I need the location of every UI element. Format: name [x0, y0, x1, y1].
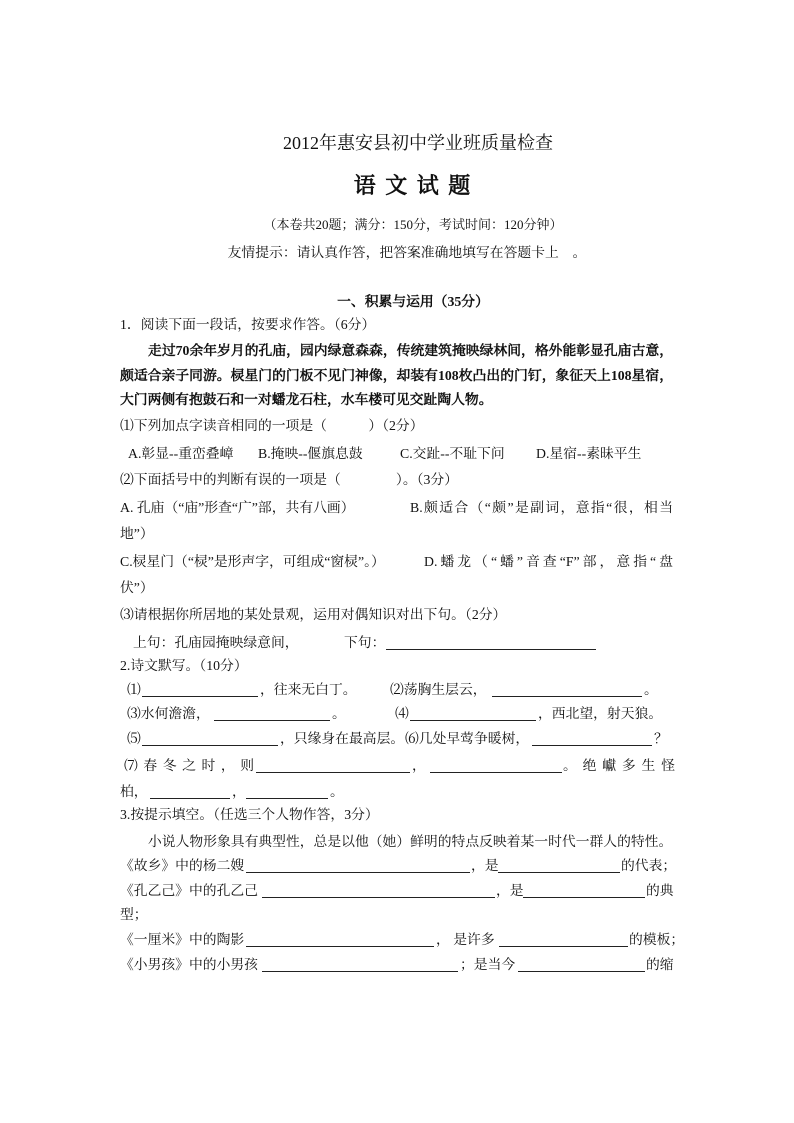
poem-item-5-number: ⑸	[127, 731, 141, 746]
answer-blank	[498, 856, 620, 873]
poem-item-1-text: ，往来无白丁。	[260, 682, 357, 697]
q1-part-1-option-b: B.掩映--偃旗息鼓	[258, 446, 363, 461]
section-heading: 一、积累与运用（35分）	[337, 294, 489, 309]
poem-item-2-end: 。	[644, 682, 658, 697]
q1-part-1-option-d: D.星宿--素昧平生	[536, 446, 642, 461]
poem-item-6-end: ？	[654, 731, 668, 746]
q1-part-1-option-a: A.彰显--重峦叠嶂	[128, 446, 234, 461]
couplet-lower-label: 下句：	[344, 635, 386, 650]
poem-item-1-number: ⑴	[127, 682, 141, 697]
answer-blank	[386, 633, 596, 650]
subject-title: 语 文 试 题	[353, 173, 473, 198]
answer-blank	[150, 782, 230, 799]
poem-item-7-line2-end: 。	[330, 784, 344, 799]
answer-blank	[492, 680, 642, 697]
answer-blank	[246, 856, 470, 873]
q1-part-1-stem: ⑴下列加点字读音相同的一项是（ ）（2分）	[120, 418, 424, 433]
question-1-stem: 1．阅读下面一段话，按要求作答。（6分）	[120, 317, 376, 332]
answer-blank	[142, 680, 258, 697]
question-3-stem: 3.按提示填空。（任选三个人物作答，3分）	[120, 807, 379, 822]
q1-part-3-stem: ⑶请根据你所居地的某处景观，运用对偶知识对出下句。（2分）	[120, 607, 507, 622]
poem-item-7-line2-comma: ，	[232, 784, 246, 799]
poem-item-7-comma: ，	[412, 758, 426, 773]
question-2-stem: 2.诗文默写。（10分）	[120, 658, 248, 673]
character-row-mid: ， 是许多	[436, 932, 495, 947]
question-3-intro: 小说人物形象具有典型性，总是以他（她）鲜明的特点反映着某一时代一群人的特性。	[148, 834, 673, 849]
answer-blank	[499, 930, 628, 947]
passage-line: 走过70余年岁月的孔庙，园内绿意森森，传统建筑掩映绿林间，格外能彰显孔庙古意，	[148, 343, 673, 358]
character-row-label: 《故乡》中的杨二嫂	[120, 858, 245, 873]
character-row-end: 的模板；	[629, 932, 685, 947]
q1-part-2-option-a: A. 孔庙（“庙”形查“广”部，共有八画）	[120, 500, 355, 515]
poem-item-5-text: ，只缘身在最高层。	[280, 731, 405, 746]
answer-blank	[246, 930, 434, 947]
answer-blank	[523, 881, 645, 898]
poem-item-3-text: ⑶水何澹澹，	[127, 706, 210, 721]
character-row-mid: ，是	[471, 858, 499, 873]
friendly-tip: 友情提示：请认真作答，把答案准确地填写在答题卡上 。	[227, 245, 587, 260]
answer-blank	[214, 704, 330, 721]
q1-part-2-option-b-continued: 地”）	[120, 526, 154, 541]
character-row-label: 《一厘米》中的陶影	[120, 932, 245, 947]
answer-blank	[256, 756, 410, 773]
character-row-end: 的典	[646, 883, 674, 898]
poem-item-4-number: ⑷	[395, 706, 409, 721]
answer-blank	[430, 756, 562, 773]
answer-blank	[532, 729, 652, 746]
poem-item-2-text: ⑵荡胸生层云，	[390, 682, 487, 697]
q1-part-2-option-b: B.颇适合（“颇”是副词，意指“很，相当	[410, 500, 673, 515]
poem-item-7-line2-start: 柏，	[120, 784, 148, 799]
character-row-mid: ，是	[496, 883, 524, 898]
poem-item-4-text: ，西北望，射天狼。	[538, 706, 663, 721]
q1-part-2-option-c: C.棂星门（“棂”是形声字，可组成“窗棂”。）	[120, 554, 385, 569]
answer-blank	[262, 881, 495, 898]
character-row-label: 《小男孩》中的小男孩	[120, 957, 258, 972]
poem-item-7-continuation: 。绝巘多生怪	[563, 758, 675, 773]
exam-title: 2012年惠安县初中学业班质量检查	[283, 133, 553, 153]
answer-blank	[142, 729, 278, 746]
q1-part-2-option-d: D.蟠龙（“蟠”音查“F”部，意指“盘	[424, 554, 673, 569]
character-row-end: 的缩	[646, 957, 674, 972]
poem-item-7-text: ⑺春冬之时，则	[124, 758, 254, 773]
character-row-end: 的代表；	[621, 858, 677, 873]
character-row-label: 《孔乙己》中的孔乙己	[120, 883, 258, 898]
passage-line: 大门两侧有抱鼓石和一对蟠龙石柱，水车楼可见交趾陶人物。	[120, 392, 493, 407]
q1-part-2-option-d-continued: 伏”）	[120, 580, 154, 595]
couplet-upper-line: 上句：孔庙园掩映绿意间，	[133, 635, 299, 650]
character-row-mid: ；是当今	[460, 957, 516, 972]
poem-item-3-end: 。	[332, 706, 346, 721]
q1-part-1-option-c: C.交趾--不耻下问	[400, 446, 505, 461]
passage-line: 颇适合亲子同游。棂星门的门板不见门神像，却装有108枚凸出的门钉，象征天上108星宿，	[120, 368, 673, 383]
exam-info: （本卷共20题；满分：150分，考试时间：120分钟）	[263, 217, 563, 232]
q1-part-2-stem: ⑵下面括号中的判断有误的一项是（ ）。（3分）	[120, 472, 459, 487]
answer-blank	[518, 955, 645, 972]
answer-blank	[410, 704, 536, 721]
answer-blank	[246, 782, 328, 799]
poem-item-6-text: ⑹几处早莺争暖树，	[405, 731, 530, 746]
answer-blank	[262, 955, 458, 972]
character-row-continued: 型；	[120, 907, 148, 922]
